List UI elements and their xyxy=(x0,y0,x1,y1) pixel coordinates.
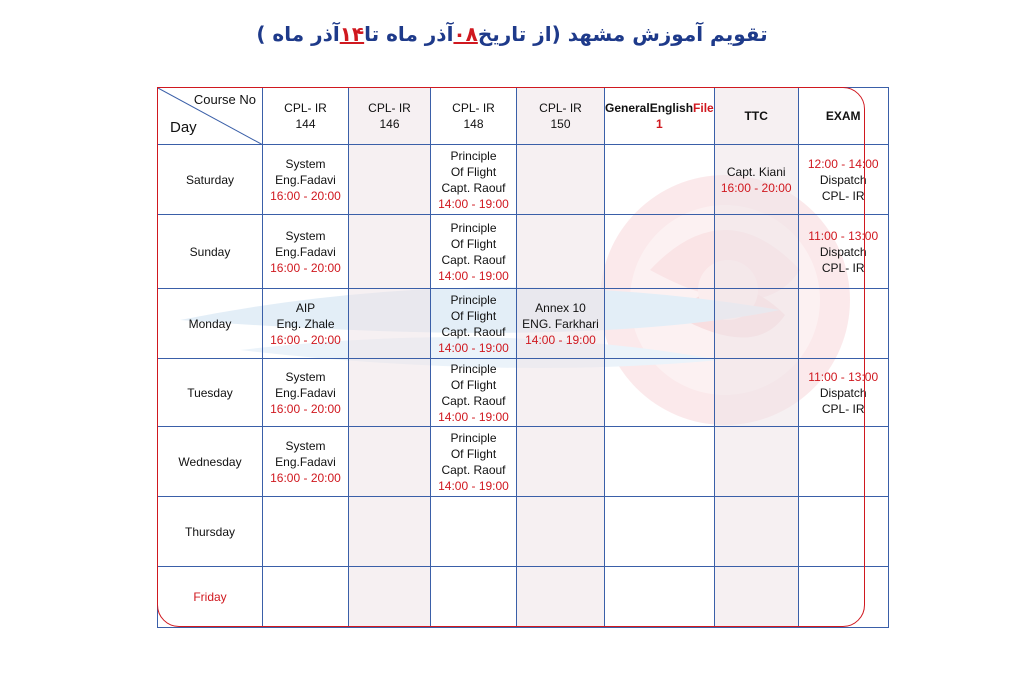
empty-cell xyxy=(798,427,888,497)
empty-cell xyxy=(517,145,605,215)
exam-cell xyxy=(798,215,888,289)
empty-cell xyxy=(263,567,349,628)
class-cell xyxy=(431,289,517,359)
class-cell xyxy=(431,427,517,497)
column-header-line: CPL- IR xyxy=(368,101,411,115)
empty-cell xyxy=(714,567,798,628)
table-row xyxy=(158,567,889,628)
time-range: 14:00 - 19:00 xyxy=(525,332,596,347)
column-header-general-english xyxy=(605,88,715,145)
class-cell xyxy=(714,145,798,215)
empty-cell xyxy=(714,497,798,567)
instructor: Eng.Fadavi xyxy=(275,244,336,259)
instructor: Capt. Raouf xyxy=(441,180,506,195)
subject: Of Flight xyxy=(450,164,497,179)
instructor: Eng. Zhale xyxy=(276,316,335,331)
class-cell xyxy=(263,359,349,427)
subject: Principle xyxy=(450,430,497,445)
time-range: 14:00 - 19:00 xyxy=(438,478,509,493)
column-header-cpl-ir-148 xyxy=(431,88,517,145)
empty-cell xyxy=(349,359,431,427)
subject: Annex 10 xyxy=(535,300,586,315)
column-header-ttc: TTC xyxy=(714,88,798,145)
empty-cell xyxy=(714,359,798,427)
time-range: 16:00 - 20:00 xyxy=(270,401,341,416)
subject: Of Flight xyxy=(450,377,497,392)
exam-course: CPL- IR xyxy=(821,260,865,275)
time-range: 16:00 - 20:00 xyxy=(270,188,341,203)
time-range: 16:00 - 20:00 xyxy=(270,260,341,275)
exam-cell xyxy=(798,145,888,215)
time-range: 14:00 - 19:00 xyxy=(438,340,509,355)
subject: System xyxy=(285,438,326,453)
subject: System xyxy=(285,369,326,384)
time-range: 16:00 - 20:00 xyxy=(720,180,792,195)
column-header-number: 144 xyxy=(295,117,316,131)
empty-cell xyxy=(714,427,798,497)
empty-cell xyxy=(517,567,605,628)
instructor: Eng.Fadavi xyxy=(275,172,336,187)
time-range: 16:00 - 20:00 xyxy=(270,332,341,347)
class-cell xyxy=(263,289,349,359)
column-header-cpl-ir-144 xyxy=(263,88,349,145)
empty-cell xyxy=(605,427,715,497)
empty-cell xyxy=(349,567,431,628)
instructor: Capt. Raouf xyxy=(441,462,506,477)
class-cell xyxy=(431,359,517,427)
exam-cell xyxy=(798,359,888,427)
exam-course: CPL- IR xyxy=(821,401,865,416)
day-cell: Friday xyxy=(158,567,263,628)
table-row xyxy=(158,427,889,497)
empty-cell xyxy=(605,567,715,628)
empty-cell xyxy=(517,359,605,427)
title-middle: آذر ماه تا xyxy=(364,22,454,46)
empty-cell xyxy=(798,289,888,359)
class-cell xyxy=(263,145,349,215)
instructor: Capt. Raouf xyxy=(441,324,506,339)
exam-course: CPL- IR xyxy=(821,188,865,203)
course-no-label: Course No xyxy=(193,92,256,107)
exam-name: Dispatch xyxy=(819,385,867,400)
empty-cell xyxy=(431,497,517,567)
corner-header-cell xyxy=(158,88,263,145)
instructor: ENG. Farkhari xyxy=(522,316,599,331)
table-row xyxy=(158,359,889,427)
instructor: Capt. Raouf xyxy=(441,252,506,267)
page-title xyxy=(0,22,1024,46)
class-cell xyxy=(517,289,605,359)
day-cell: Thursday xyxy=(158,497,263,567)
empty-cell xyxy=(517,497,605,567)
instructor: Eng.Fadavi xyxy=(275,385,336,400)
instructor: Capt. Raouf xyxy=(441,393,506,408)
empty-cell xyxy=(605,497,715,567)
empty-cell xyxy=(798,497,888,567)
day-cell: Saturday xyxy=(158,145,263,215)
column-header-exam: EXAM xyxy=(798,88,888,145)
column-header-line: English xyxy=(649,101,694,115)
column-header-line: General xyxy=(605,101,650,115)
time-range: 16:00 - 20:00 xyxy=(270,470,341,485)
column-header-cpl-ir-146 xyxy=(349,88,431,145)
table-row xyxy=(158,289,889,359)
column-header-line: CPL- IR xyxy=(452,101,495,115)
column-header-number: 148 xyxy=(463,117,484,131)
subject: Principle xyxy=(450,220,497,235)
time-range: 11:00 - 13:00 xyxy=(808,369,879,384)
subject: Principle xyxy=(450,292,497,307)
exam-name: Dispatch xyxy=(819,244,867,259)
table-row xyxy=(158,145,889,215)
time-range: 14:00 - 19:00 xyxy=(438,268,509,283)
subject: System xyxy=(285,228,326,243)
day-cell: Sunday xyxy=(158,215,263,289)
exam-name: Dispatch xyxy=(819,172,867,187)
class-cell xyxy=(263,427,349,497)
title-prefix: تقویم آموزش مشهد (از تاریخ xyxy=(477,22,768,46)
subject: Of Flight xyxy=(450,308,497,323)
time-range: 12:00 - 14:00 xyxy=(807,156,879,171)
empty-cell xyxy=(605,289,715,359)
class-cell xyxy=(263,215,349,289)
empty-cell xyxy=(349,427,431,497)
subject: Of Flight xyxy=(450,446,497,461)
table-row xyxy=(158,215,889,289)
instructor: Eng.Fadavi xyxy=(275,454,336,469)
subject: AIP xyxy=(295,300,316,315)
subject: Principle xyxy=(450,148,497,163)
column-header-number: 146 xyxy=(379,117,400,131)
title-start-day: ۰۸ xyxy=(453,22,478,46)
time-range: 14:00 - 19:00 xyxy=(438,409,509,424)
class-cell xyxy=(431,145,517,215)
empty-cell xyxy=(605,145,715,215)
day-cell: Wednesday xyxy=(158,427,263,497)
day-label: Day xyxy=(170,119,197,136)
empty-cell xyxy=(263,497,349,567)
time-range: 11:00 - 13:00 xyxy=(808,228,879,243)
subject: System xyxy=(285,156,326,171)
column-header-number: 150 xyxy=(550,117,571,131)
header-row xyxy=(158,88,889,145)
column-header-line: CPL- IR xyxy=(539,101,582,115)
empty-cell xyxy=(798,567,888,628)
day-cell: Tuesday xyxy=(158,359,263,427)
empty-cell xyxy=(517,215,605,289)
column-header-line: CPL- IR xyxy=(284,101,327,115)
column-header-file: File 1 xyxy=(656,101,714,131)
column-header-cpl-ir-150 xyxy=(517,88,605,145)
empty-cell xyxy=(605,359,715,427)
empty-cell xyxy=(714,289,798,359)
empty-cell xyxy=(431,567,517,628)
empty-cell xyxy=(349,289,431,359)
day-cell: Monday xyxy=(158,289,263,359)
subject: Of Flight xyxy=(450,236,497,251)
schedule-table xyxy=(157,87,889,628)
empty-cell xyxy=(349,145,431,215)
title-end-day: ۱۴ xyxy=(339,22,365,46)
time-range: 14:00 - 19:00 xyxy=(438,196,509,211)
empty-cell xyxy=(517,427,605,497)
instructor: Capt. Kiani xyxy=(726,164,786,179)
empty-cell xyxy=(349,215,431,289)
empty-cell xyxy=(349,497,431,567)
empty-cell xyxy=(605,215,715,289)
empty-cell xyxy=(714,215,798,289)
subject: Principle xyxy=(450,361,497,376)
class-cell xyxy=(431,215,517,289)
title-suffix: آذر ماه ) xyxy=(256,22,340,46)
table-row xyxy=(158,497,889,567)
